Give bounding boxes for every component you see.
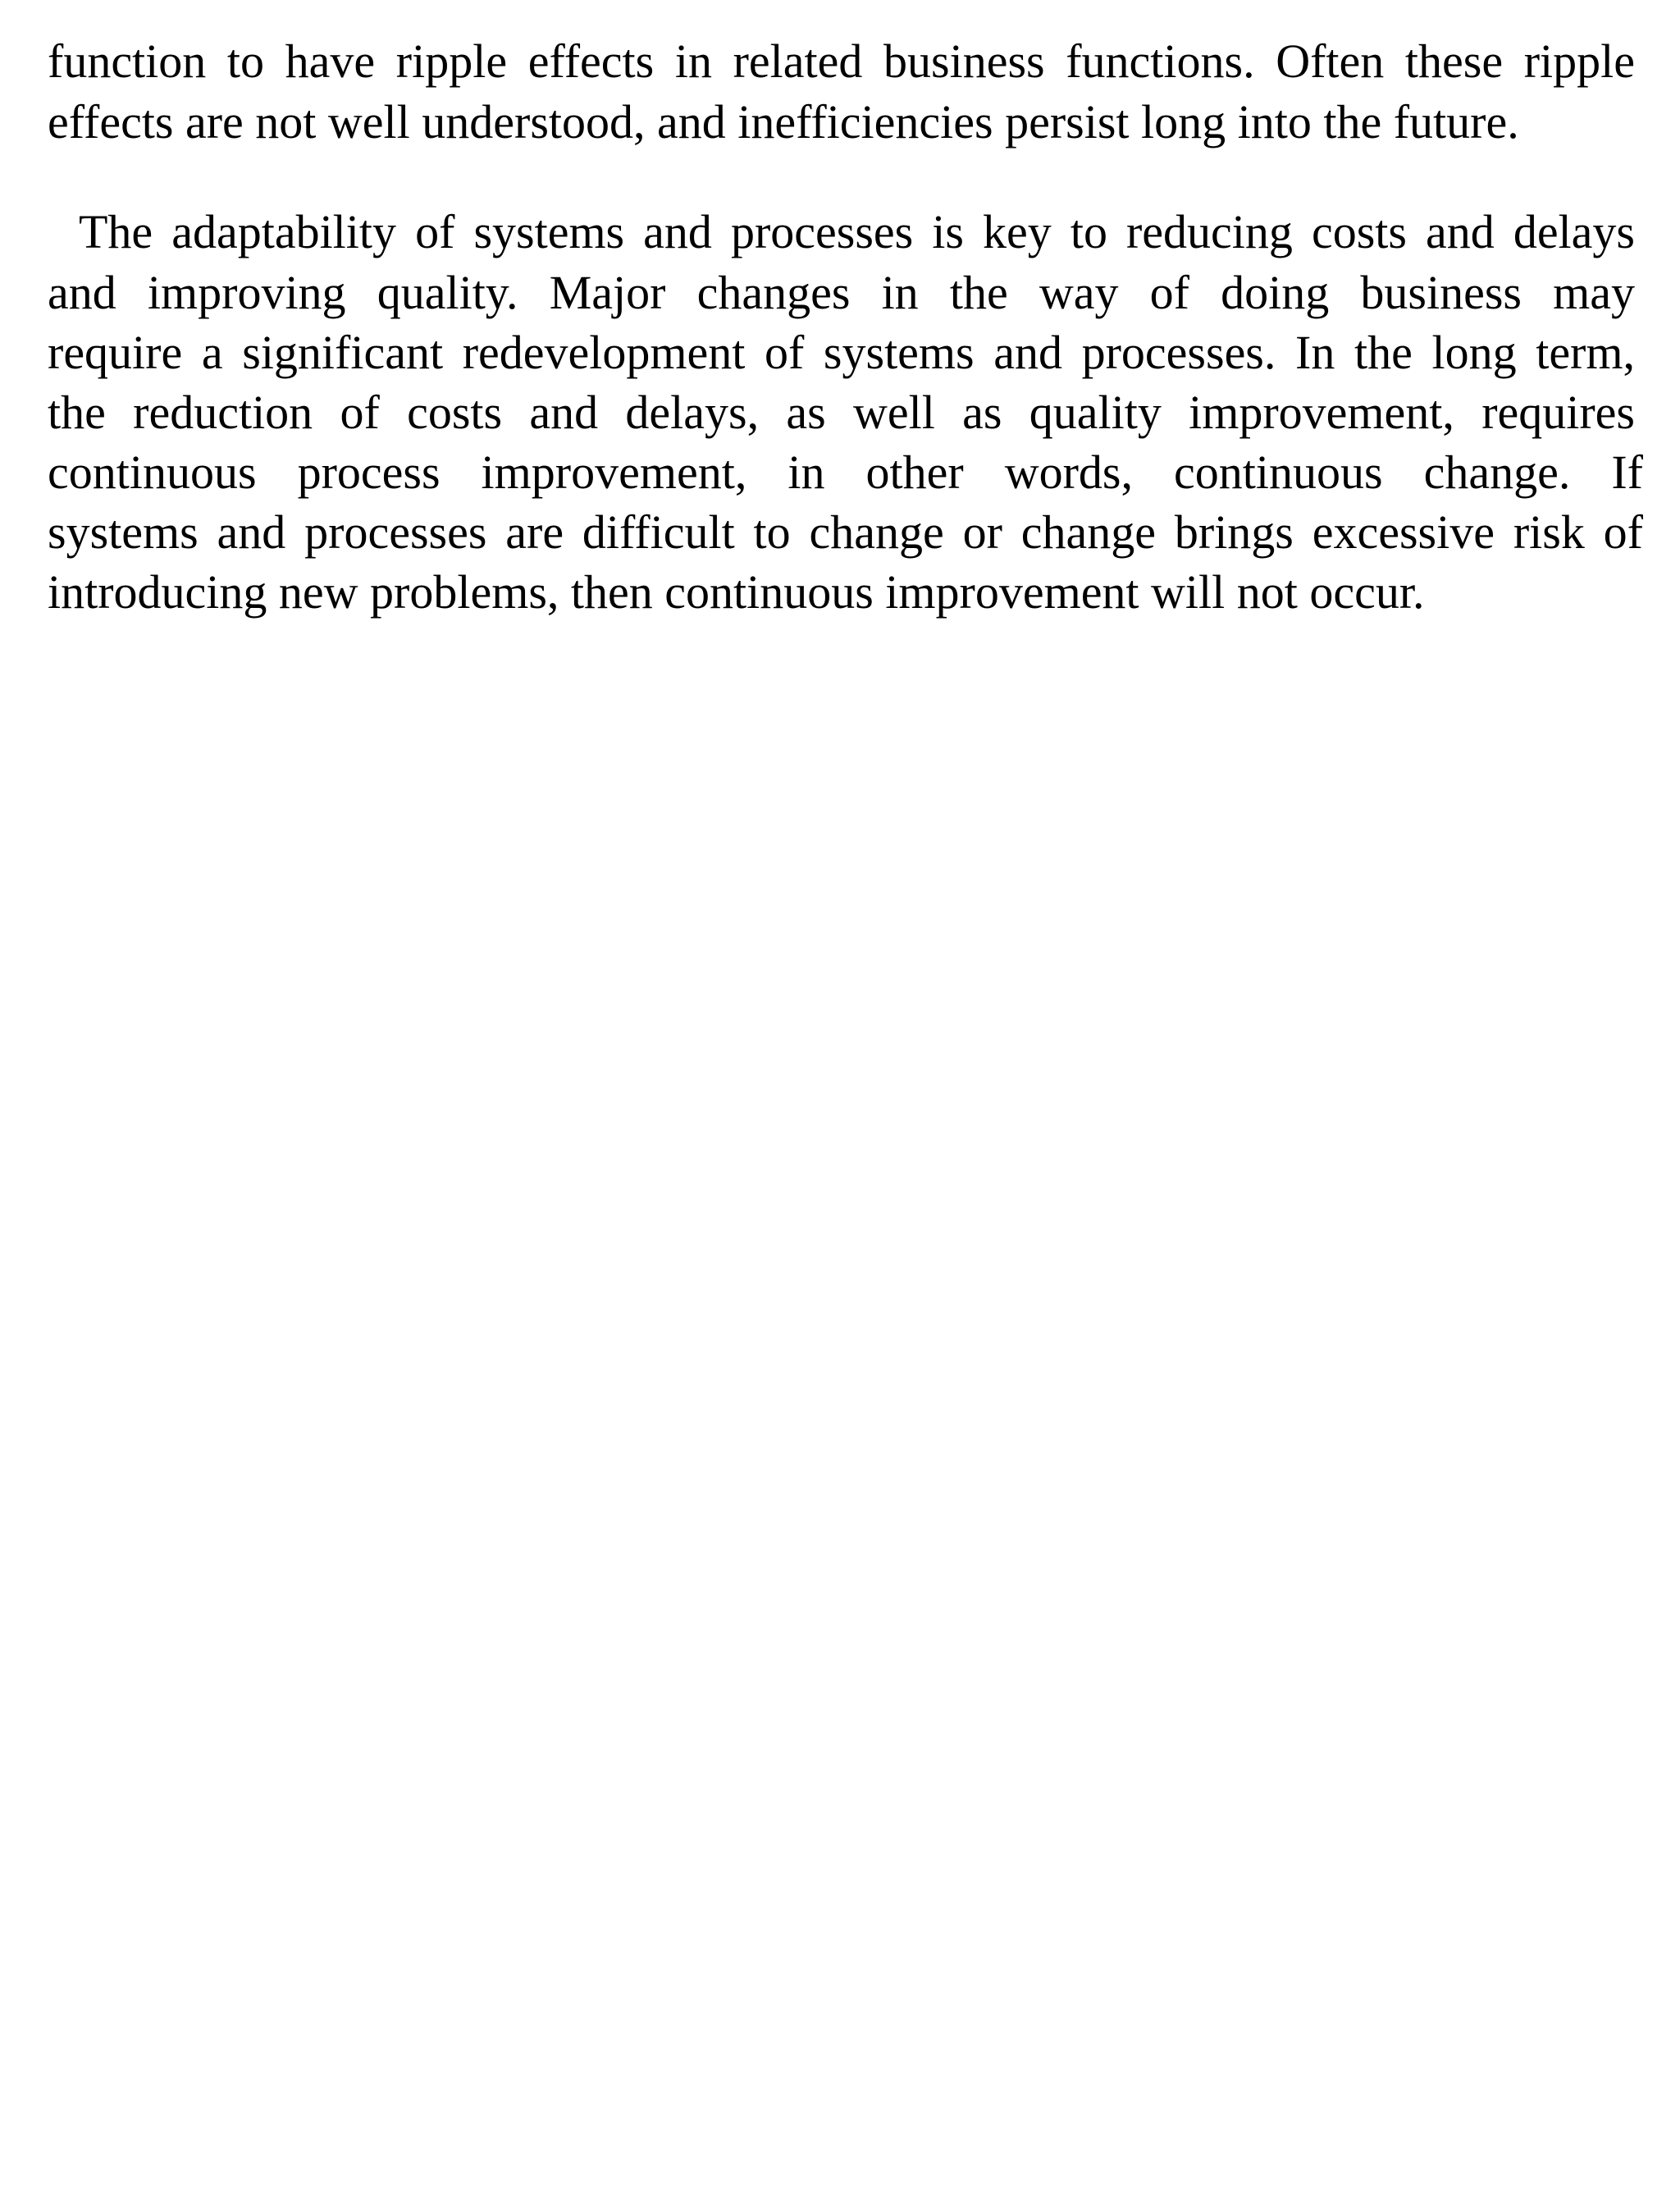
text-line: continuous process improvement, in other words, continuous change. If <box>48 446 1643 499</box>
text-line: The adaptability of systems and processes is key to reducing costs and delays <box>79 205 1635 258</box>
text-line: systems and processes are difficult to change or change brings excessive risk of <box>48 505 1643 559</box>
text-line: effects are not well understood, and inefficiencies persist long into the future. <box>48 95 1519 149</box>
text-line: and improving quality. Major changes in the way of doing business may <box>48 266 1635 319</box>
text-line: the reduction of costs and delays, as well as quality improvement, requires <box>48 386 1635 439</box>
text-line: introducing new problems, then continuous improvement will not occur. <box>48 565 1425 619</box>
text-line: function to have ripple effects in related business functions. Often these ripple <box>48 34 1635 88</box>
text-line: require a significant redevelopment of systems and processes. In the long term, <box>48 326 1635 379</box>
